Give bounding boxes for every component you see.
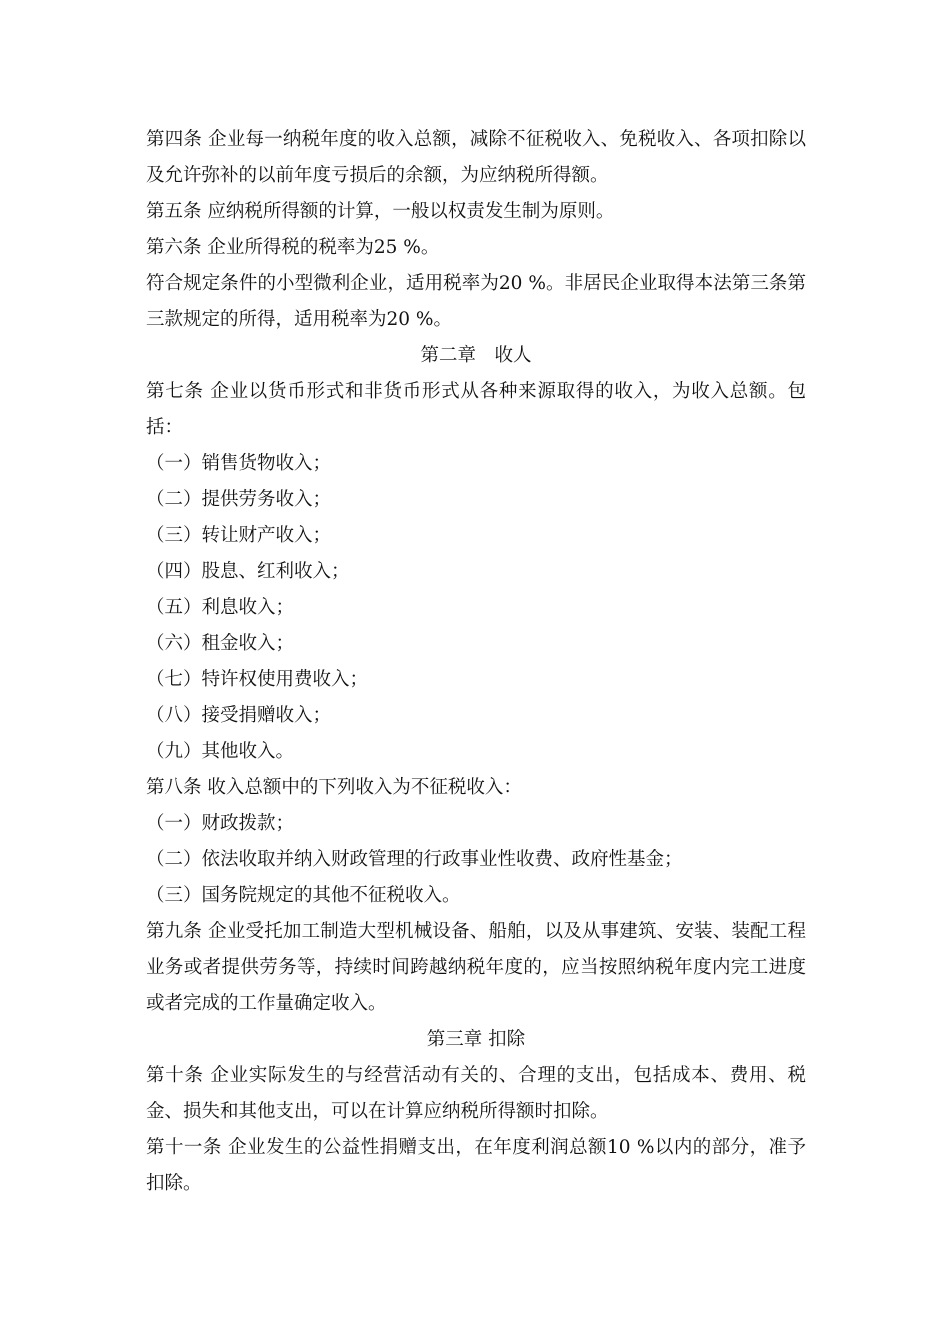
document-body [146,122,806,1202]
list-item: （二）提供劳务收入； [146,489,332,510]
list-item: （四）股息、红利收入； [146,561,350,582]
article-9: 第九条 企业受托加工制造大型机械设备、船舶，以及从事建筑、安装、装配工程业务或者提供劳务等，持续时间跨越纳税年度的，应当按照纳税年度内完工进度或者完成的工作量确定收入。 [146,921,806,1014]
article-5: 第五条 应纳税所得额的计算，一般以权责发生制为原则。 [146,201,615,222]
article-8: 第八条 收入总额中的下列收入为不征税收入： [146,777,522,798]
list-item: （三）国务院规定的其他不征税收入。 [146,885,461,906]
list-item: （八）接受捐赠收入； [146,705,332,726]
article-6: 第六条 企业所得税的税率为25 %。 [146,237,440,258]
list-item: （九）其他收入。 [146,741,295,762]
chapter-2-heading: 第二章 收人 [420,345,532,366]
list-item: （三）转让财产收入； [146,525,332,546]
list-item: （一）财政拨款； [146,813,295,834]
article-4: 第四条 企业每一纳税年度的收入总额，减除不征税收入、免税收入、各项扣除以及允许弥补的以前年度亏损后的余额，为应纳税所得额。 [146,129,806,186]
article-11: 第十一条 企业发生的公益性捐赠支出，在年度利润总额10 %以内的部分，准予扣除。 [146,1137,806,1194]
article-6-paragraph-2: 符合规定条件的小型微利企业，适用税率为20 %。非居民企业取得本法第三条第三款规定的所得，适用税率为20 %。 [146,273,806,330]
article-7: 第七条 企业以货币形式和非货币形式从各种来源取得的收入，为收入总额。包括： [146,381,806,438]
chapter-3-heading: 第三章 扣除 [426,1029,526,1050]
article-10: 第十条 企业实际发生的与经营活动有关的、合理的支出，包括成本、费用、税金、损失和其他支出，可以在计算应纳税所得额时扣除。 [146,1065,806,1122]
list-item: （一）销售货物收入； [146,453,332,474]
list-item: （六）租金收入； [146,633,295,654]
list-item: （五）利息收入； [146,597,295,618]
list-item: （七）特许权使用费收入； [146,669,369,690]
list-item: （二）依法收取并纳入财政管理的行政事业性收费、政府性基金； [146,849,683,870]
